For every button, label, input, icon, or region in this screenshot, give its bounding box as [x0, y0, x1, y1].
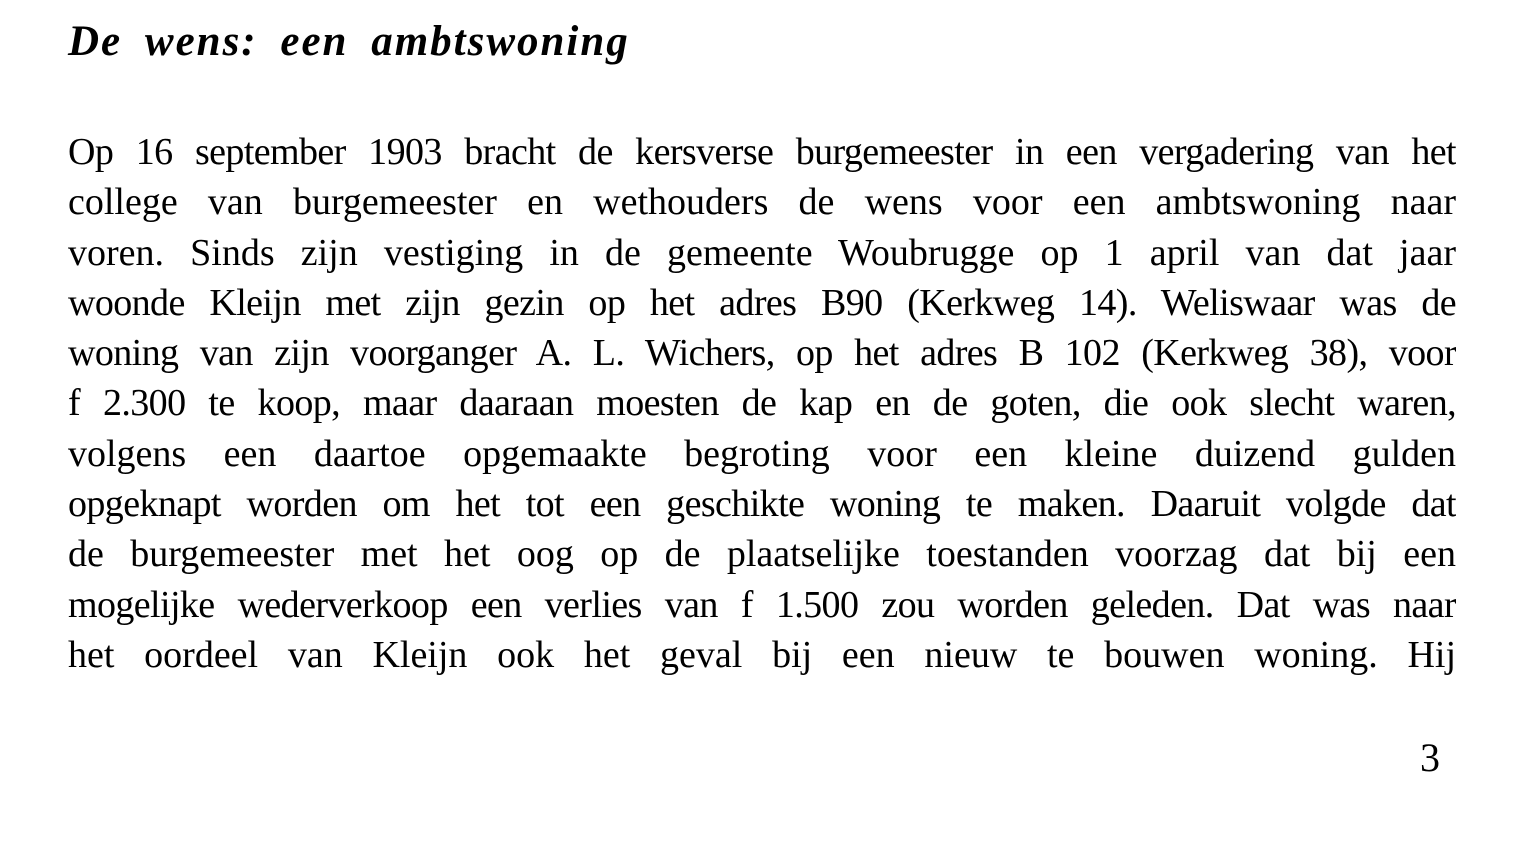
paragraph-line: woning van zijn voorganger A. L. Wichers, op het adres B 102 (Kerkweg 38), voor: [68, 332, 1456, 375]
paragraph-line: mogelijke wederverkoop een verlies van f 1.500 zou worden geleden. Dat was naar: [68, 583, 1456, 626]
paragraph-line: voren. Sinds zijn vestiging in de gemeente Woubrugge op 1 april van dat jaar: [68, 231, 1456, 274]
paragraph-line: volgens een daartoe opgemaakte begroting voor een kleine duizend gulden: [68, 432, 1456, 475]
page-number: 3: [1420, 735, 1440, 780]
paragraph-line: f 2.300 te koop, maar daaraan moesten de kap en de goten, die ook slecht waren,: [68, 382, 1456, 425]
paragraph-line: woonde Kleijn met zijn gezin op het adres B90 (Kerkweg 14). Weliswaar was de: [68, 281, 1456, 324]
paragraph-line: Op 16 september 1903 bracht de kersverse burgemeester in een vergadering van het: [68, 131, 1456, 173]
paragraph-line: college van burgemeester en wethouders de wens voor een ambtswoning naar: [68, 181, 1456, 224]
paragraph-line: opgeknapt worden om het tot een geschikte woning te maken. Daaruit volgde dat: [68, 483, 1456, 526]
body-paragraph: [68, 127, 1456, 680]
section-heading: De wens: een ambtswoning: [68, 18, 630, 65]
paragraph-line: de burgemeester met het oog op de plaatselijke toestanden voorzag dat bij een: [68, 533, 1456, 576]
paragraph-line: het oordeel van Kleijn ook het geval bij een nieuw te bouwen woning. Hij: [68, 633, 1456, 676]
